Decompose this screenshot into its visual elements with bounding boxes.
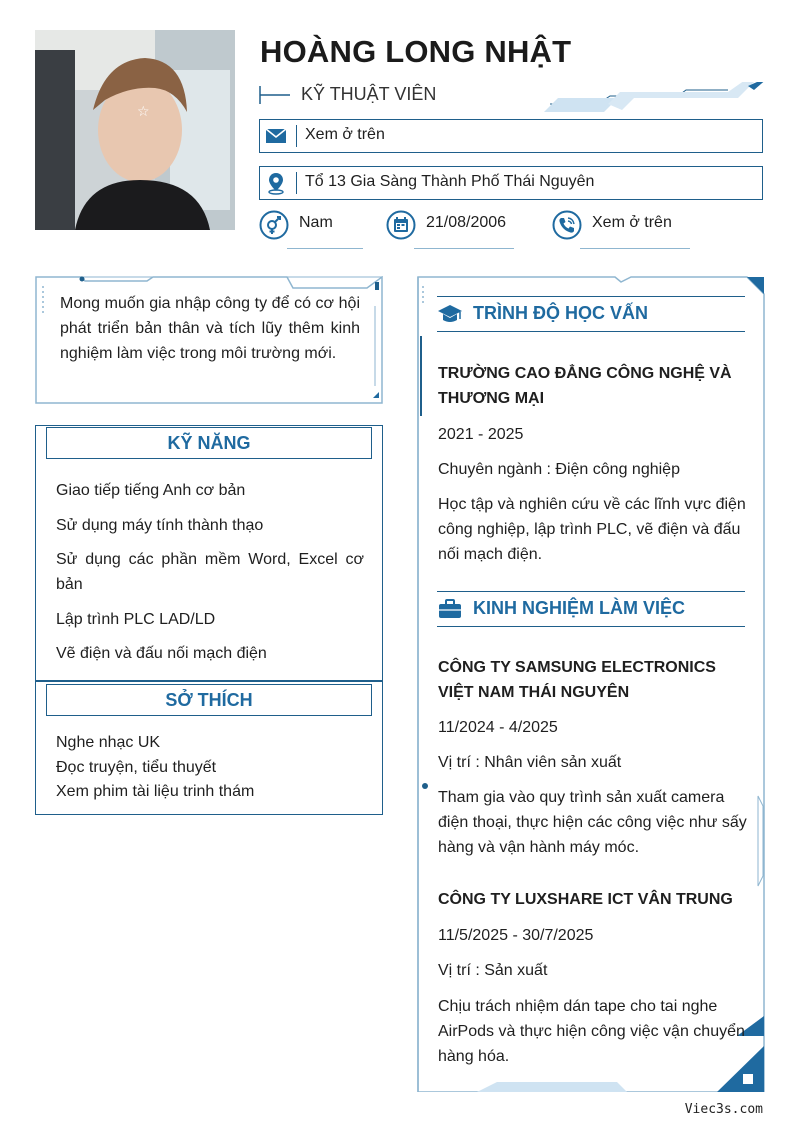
job-description: Chịu trách nhiệm dán tape cho tai nghe AirPods và thực hiện công việc vận chuyển hàng hóa.	[438, 998, 745, 1065]
skill-item: Sử dụng các phần mềm Word, Excel cơ bản	[56, 551, 364, 593]
hobbies-title: SỞ THÍCH	[46, 684, 372, 716]
birthday-value: 21/08/2006	[426, 214, 507, 231]
address-row	[259, 166, 763, 200]
job-period: 11/2024 - 4/2025	[438, 719, 558, 736]
skill-item: Sử dụng máy tính thành thạo	[56, 517, 264, 534]
school-name: TRƯỜNG CAO ĐẲNG CÔNG NGHỆ VÀ THƯƠNG MẠI	[438, 365, 732, 407]
experience-header	[437, 591, 745, 627]
calendar-icon	[386, 210, 416, 240]
hobby-item: Nghe nhạc UK	[56, 734, 161, 751]
email-value: Xem ở trên	[305, 126, 385, 143]
job-description: Tham gia vào quy trình sản xuất camera điện thoại, thực hiện các công việc như sấy hàng và vận hành máy móc.	[438, 789, 747, 856]
svg-text:☆: ☆	[137, 104, 150, 120]
candidate-name: HOÀNG LONG NHẬT	[260, 34, 572, 69]
phone-value: Xem ở trên	[592, 214, 672, 231]
phone-item	[552, 210, 692, 252]
phone-icon	[552, 210, 582, 240]
education-header	[437, 296, 745, 332]
graduation-cap-icon	[437, 303, 463, 325]
envelope-icon	[264, 124, 288, 148]
skills-title: KỸ NĂNG	[46, 427, 372, 459]
position-row	[258, 82, 768, 108]
address-value: Tổ 13 Gia Sàng Thành Phố Thái Nguyên	[305, 173, 595, 190]
section-divider	[35, 680, 383, 682]
job-company: CÔNG TY LUXSHARE ICT VÂN TRUNG	[438, 891, 733, 908]
profile-photo	[35, 30, 235, 230]
gender-icon	[259, 210, 289, 240]
location-pin-icon	[264, 171, 288, 195]
gender-item	[259, 210, 369, 252]
gender-underline	[287, 248, 363, 249]
birthday-item	[386, 210, 521, 252]
separator	[296, 172, 297, 194]
job-role: Vị trí : Sản xuất	[438, 962, 548, 979]
separator	[296, 125, 297, 147]
skill-item: Vẽ điện và đấu nối mạch điện	[56, 645, 267, 662]
email-row	[259, 119, 763, 153]
hobby-item: Xem phim tài liệu trinh thám	[56, 783, 255, 800]
experience-title: KINH NGHIỆM LÀM VIỆC	[473, 598, 686, 618]
briefcase-icon	[437, 598, 463, 620]
job-company: CÔNG TY SAMSUNG ELECTRONICS VIỆT NAM THÁI NGUYÊN	[438, 659, 716, 701]
job-role: Vị trí : Nhân viên sản xuất	[438, 754, 622, 771]
hobby-item: Đọc truyện, tiểu thuyết	[56, 759, 217, 776]
position-title: KỸ THUẬT VIÊN	[301, 84, 437, 104]
skill-item: Giao tiếp tiếng Anh cơ bản	[56, 482, 246, 499]
career-objective: Mong muốn gia nhập công ty để có cơ hội phát triển bản thân và tích lũy thêm kinh nghiệm làm việc trong môi trường mới.	[60, 295, 360, 362]
phone-underline	[580, 248, 690, 249]
education-description: Học tập và nghiên cứu về các lĩnh vực điện công nghiệp, lập trình PLC, vẽ điện và đấu nối mạch điện.	[438, 496, 746, 563]
education-title: TRÌNH ĐỘ HỌC VẤN	[473, 303, 648, 323]
gender-value: Nam	[299, 214, 333, 231]
skill-item: Lập trình PLC LAD/LD	[56, 611, 216, 628]
education-major: Chuyên ngành : Điện công nghiệp	[438, 461, 680, 478]
footer-watermark: Viec3s.com	[684, 1102, 763, 1117]
job-period: 11/5/2025 - 30/7/2025	[438, 927, 594, 944]
education-period: 2021 - 2025	[438, 426, 524, 443]
birthday-underline	[414, 248, 514, 249]
